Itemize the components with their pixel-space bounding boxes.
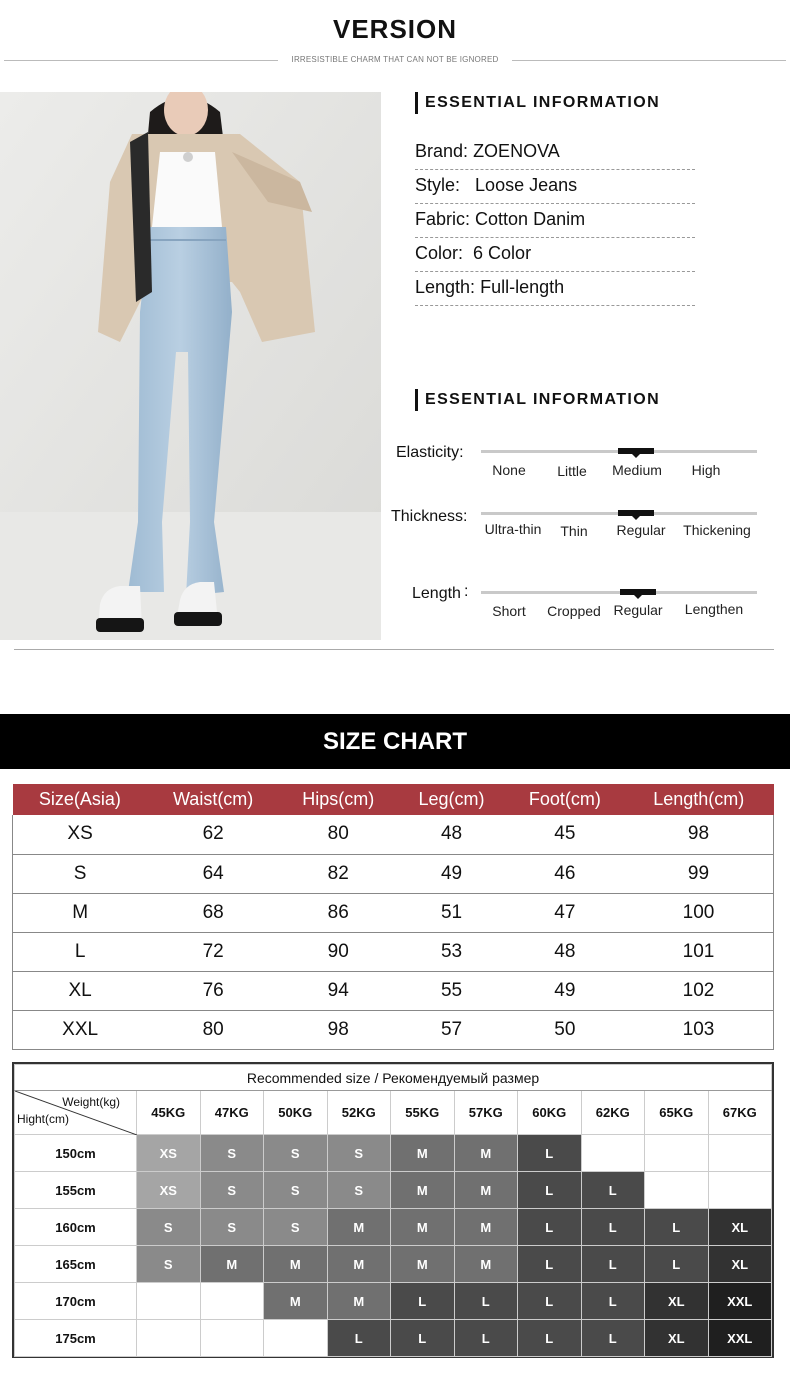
column-header: Length(cm) xyxy=(624,784,774,815)
table-row xyxy=(15,1209,772,1246)
size-cell: L xyxy=(581,1172,645,1209)
info-row-style xyxy=(415,170,695,204)
size-table-header xyxy=(13,784,774,815)
size-cell: XL xyxy=(645,1320,709,1357)
weight-header: 55KG xyxy=(391,1091,455,1135)
product-photo xyxy=(0,92,381,640)
info-row-length xyxy=(415,272,695,306)
table-cell: 98 xyxy=(624,815,774,854)
table-cell: 98 xyxy=(279,1010,397,1049)
table-cell: XXL xyxy=(13,1010,148,1049)
size-cell: S xyxy=(200,1209,264,1246)
table-cell: 49 xyxy=(506,971,624,1010)
table-cell: 72 xyxy=(147,932,279,971)
weight-header: 47KG xyxy=(200,1091,264,1135)
info-row-color xyxy=(415,238,695,272)
table-row xyxy=(15,1172,772,1209)
attr-label-length: Length xyxy=(412,585,461,602)
column-header: Size(Asia) xyxy=(13,784,148,815)
size-cell: L xyxy=(645,1246,709,1283)
recommended-grid xyxy=(14,1064,772,1357)
size-table xyxy=(12,784,774,1050)
table-cell: 90 xyxy=(279,932,397,971)
size-cell: L xyxy=(581,1320,645,1357)
attributes-heading: ESSENTIAL INFORMATION xyxy=(415,389,660,411)
size-cell: XXL xyxy=(708,1320,772,1357)
size-cell: L xyxy=(454,1320,518,1357)
size-cell: M xyxy=(454,1135,518,1172)
table-cell: 86 xyxy=(279,893,397,932)
weight-header: 67KG xyxy=(708,1091,772,1135)
column-header: Leg(cm) xyxy=(397,784,505,815)
section-divider xyxy=(14,649,774,650)
elasticity-option: Little xyxy=(557,463,587,479)
height-label: 175cm xyxy=(15,1320,137,1357)
size-cell: M xyxy=(391,1172,455,1209)
size-cell: M xyxy=(264,1283,328,1320)
size-cell: M xyxy=(327,1209,391,1246)
table-cell: 47 xyxy=(506,893,624,932)
height-label: 170cm xyxy=(15,1283,137,1320)
size-cell xyxy=(137,1283,201,1320)
thickness-option-selected: Regular xyxy=(616,522,666,538)
thickness-marker-icon xyxy=(618,510,654,516)
table-cell: XL xyxy=(13,971,148,1010)
size-cell: S xyxy=(264,1172,328,1209)
height-label: 150cm xyxy=(15,1135,137,1172)
length-option: Lengthen xyxy=(684,601,744,617)
size-cell: S xyxy=(264,1209,328,1246)
elasticity-option-selected: Medium xyxy=(612,462,662,478)
table-cell: 50 xyxy=(506,1010,624,1049)
column-header: Hips(cm) xyxy=(279,784,397,815)
size-cell: M xyxy=(391,1209,455,1246)
elasticity-marker-icon xyxy=(618,448,654,454)
table-cell: M xyxy=(13,893,148,932)
recommended-body xyxy=(15,1135,772,1357)
length-option-selected: Regular xyxy=(613,602,663,618)
table-row xyxy=(13,854,774,893)
size-cell: L xyxy=(645,1209,709,1246)
table-cell: 76 xyxy=(147,971,279,1010)
size-cell xyxy=(645,1135,709,1172)
table-cell: 55 xyxy=(397,971,505,1010)
recommended-size-table xyxy=(12,1062,774,1358)
size-cell: M xyxy=(327,1283,391,1320)
table-cell: 94 xyxy=(279,971,397,1010)
size-cell: M xyxy=(454,1172,518,1209)
table-corner xyxy=(15,1091,137,1135)
table-row xyxy=(13,893,774,932)
size-cell: L xyxy=(391,1283,455,1320)
table-cell: 103 xyxy=(624,1010,774,1049)
table-cell: 80 xyxy=(147,1010,279,1049)
weight-axis-label: Weight(kg) xyxy=(62,1095,120,1109)
size-cell: L xyxy=(581,1283,645,1320)
size-cell: L xyxy=(391,1320,455,1357)
info-value: ZOENOVA xyxy=(473,141,560,161)
elasticity-option: None xyxy=(492,462,526,478)
weight-header-row xyxy=(15,1091,772,1135)
info-value: 6 Color xyxy=(473,243,532,263)
weight-header: 45KG xyxy=(137,1091,201,1135)
thickness-option: Thin xyxy=(560,523,588,539)
table-cell: L xyxy=(13,932,148,971)
attr-label-length-colon: : xyxy=(464,583,469,600)
size-cell xyxy=(645,1172,709,1209)
table-row xyxy=(15,1320,772,1357)
table-cell: 80 xyxy=(279,815,397,854)
weight-header: 57KG xyxy=(454,1091,518,1135)
size-cell: S xyxy=(327,1135,391,1172)
size-cell: L xyxy=(581,1209,645,1246)
size-cell: L xyxy=(518,1246,582,1283)
weight-header: 62KG xyxy=(581,1091,645,1135)
table-row xyxy=(13,815,774,854)
table-cell: 100 xyxy=(624,893,774,932)
height-label: 155cm xyxy=(15,1172,137,1209)
table-row xyxy=(15,1283,772,1320)
size-cell: S xyxy=(137,1209,201,1246)
table-row xyxy=(13,932,774,971)
table-cell: 49 xyxy=(397,854,505,893)
weight-header: 52KG xyxy=(327,1091,391,1135)
weight-header: 50KG xyxy=(264,1091,328,1135)
table-cell: 99 xyxy=(624,854,774,893)
table-cell: 48 xyxy=(506,932,624,971)
table-row xyxy=(15,1246,772,1283)
table-cell: 53 xyxy=(397,932,505,971)
table-cell: S xyxy=(13,854,148,893)
size-cell: M xyxy=(200,1246,264,1283)
height-axis-label: Hight(cm) xyxy=(17,1112,70,1126)
size-cell: XL xyxy=(708,1246,772,1283)
length-scale xyxy=(481,591,757,594)
table-cell: 48 xyxy=(397,815,505,854)
size-cell: XL xyxy=(645,1283,709,1320)
size-cell: M xyxy=(391,1135,455,1172)
table-cell: XS xyxy=(13,815,148,854)
height-label: 165cm xyxy=(15,1246,137,1283)
table-cell: 68 xyxy=(147,893,279,932)
info-value: Full-length xyxy=(480,277,565,297)
size-cell: XL xyxy=(708,1209,772,1246)
size-cell: L xyxy=(327,1320,391,1357)
attr-label-thickness: Thickness: xyxy=(391,508,468,525)
size-cell: M xyxy=(264,1246,328,1283)
table-cell: 102 xyxy=(624,971,774,1010)
table-cell: 57 xyxy=(397,1010,505,1049)
size-cell xyxy=(581,1135,645,1172)
info-row-fabric xyxy=(415,204,695,238)
column-header: Foot(cm) xyxy=(506,784,624,815)
size-cell: L xyxy=(518,1135,582,1172)
size-cell: XS xyxy=(137,1172,201,1209)
page-title: VERSION xyxy=(332,14,458,44)
size-cell xyxy=(708,1172,772,1209)
recommended-caption: Recommended size / Рекомендуемый размер xyxy=(15,1065,772,1091)
table-cell: 51 xyxy=(397,893,505,932)
length-option: Cropped xyxy=(547,603,601,619)
weight-header: 60KG xyxy=(518,1091,582,1135)
size-cell: S xyxy=(200,1172,264,1209)
info-label: Color: xyxy=(415,243,464,263)
thickness-option: Ultra-thin xyxy=(484,521,542,537)
size-cell: XXL xyxy=(708,1283,772,1320)
size-cell xyxy=(264,1320,328,1357)
column-header: Waist(cm) xyxy=(147,784,279,815)
table-row xyxy=(13,1010,774,1049)
info-value: Loose Jeans xyxy=(475,175,578,195)
table-cell: 64 xyxy=(147,854,279,893)
size-cell: M xyxy=(391,1246,455,1283)
size-cell: L xyxy=(518,1283,582,1320)
table-cell: 46 xyxy=(506,854,624,893)
thickness-option: Thickening xyxy=(683,522,751,538)
size-cell: L xyxy=(581,1246,645,1283)
length-marker-icon xyxy=(620,589,656,595)
table-cell: 45 xyxy=(506,815,624,854)
size-cell: S xyxy=(327,1172,391,1209)
elasticity-option: High xyxy=(691,462,721,478)
size-cell: XS xyxy=(137,1135,201,1172)
page-subtitle: IRRESISTIBLE CHARM THAT CAN NOT BE IGNORED xyxy=(291,55,499,64)
weight-header: 65KG xyxy=(645,1091,709,1135)
size-cell: L xyxy=(518,1209,582,1246)
size-cell: S xyxy=(200,1135,264,1172)
size-cell: M xyxy=(454,1246,518,1283)
size-cell xyxy=(200,1283,264,1320)
table-cell: 82 xyxy=(279,854,397,893)
info-label: Brand: xyxy=(415,141,469,161)
subtitle-rule-left xyxy=(4,60,278,61)
length-option: Short xyxy=(492,603,526,619)
size-cell: L xyxy=(518,1172,582,1209)
size-chart-banner: SIZE CHART xyxy=(0,714,790,769)
essential-info-heading: ESSENTIAL INFORMATION xyxy=(415,92,660,114)
info-label: Fabric: xyxy=(415,209,471,229)
info-value: Cotton Danim xyxy=(475,209,586,229)
table-row xyxy=(15,1135,772,1172)
size-cell: S xyxy=(137,1246,201,1283)
table-cell: 62 xyxy=(147,815,279,854)
subtitle-rule-right xyxy=(512,60,786,61)
size-cell xyxy=(708,1135,772,1172)
size-cell: S xyxy=(264,1135,328,1172)
info-label: Length: xyxy=(415,277,476,297)
height-label: 160cm xyxy=(15,1209,137,1246)
size-cell: M xyxy=(327,1246,391,1283)
info-label: Style: xyxy=(415,175,461,195)
model-illustration xyxy=(0,92,381,640)
table-row xyxy=(13,971,774,1010)
size-cell xyxy=(137,1320,201,1357)
size-cell: L xyxy=(518,1320,582,1357)
info-row-brand xyxy=(415,136,695,170)
size-cell: L xyxy=(454,1283,518,1320)
attr-label-elasticity: Elasticity: xyxy=(396,444,464,461)
size-cell: M xyxy=(454,1209,518,1246)
size-cell xyxy=(200,1320,264,1357)
table-cell: 101 xyxy=(624,932,774,971)
